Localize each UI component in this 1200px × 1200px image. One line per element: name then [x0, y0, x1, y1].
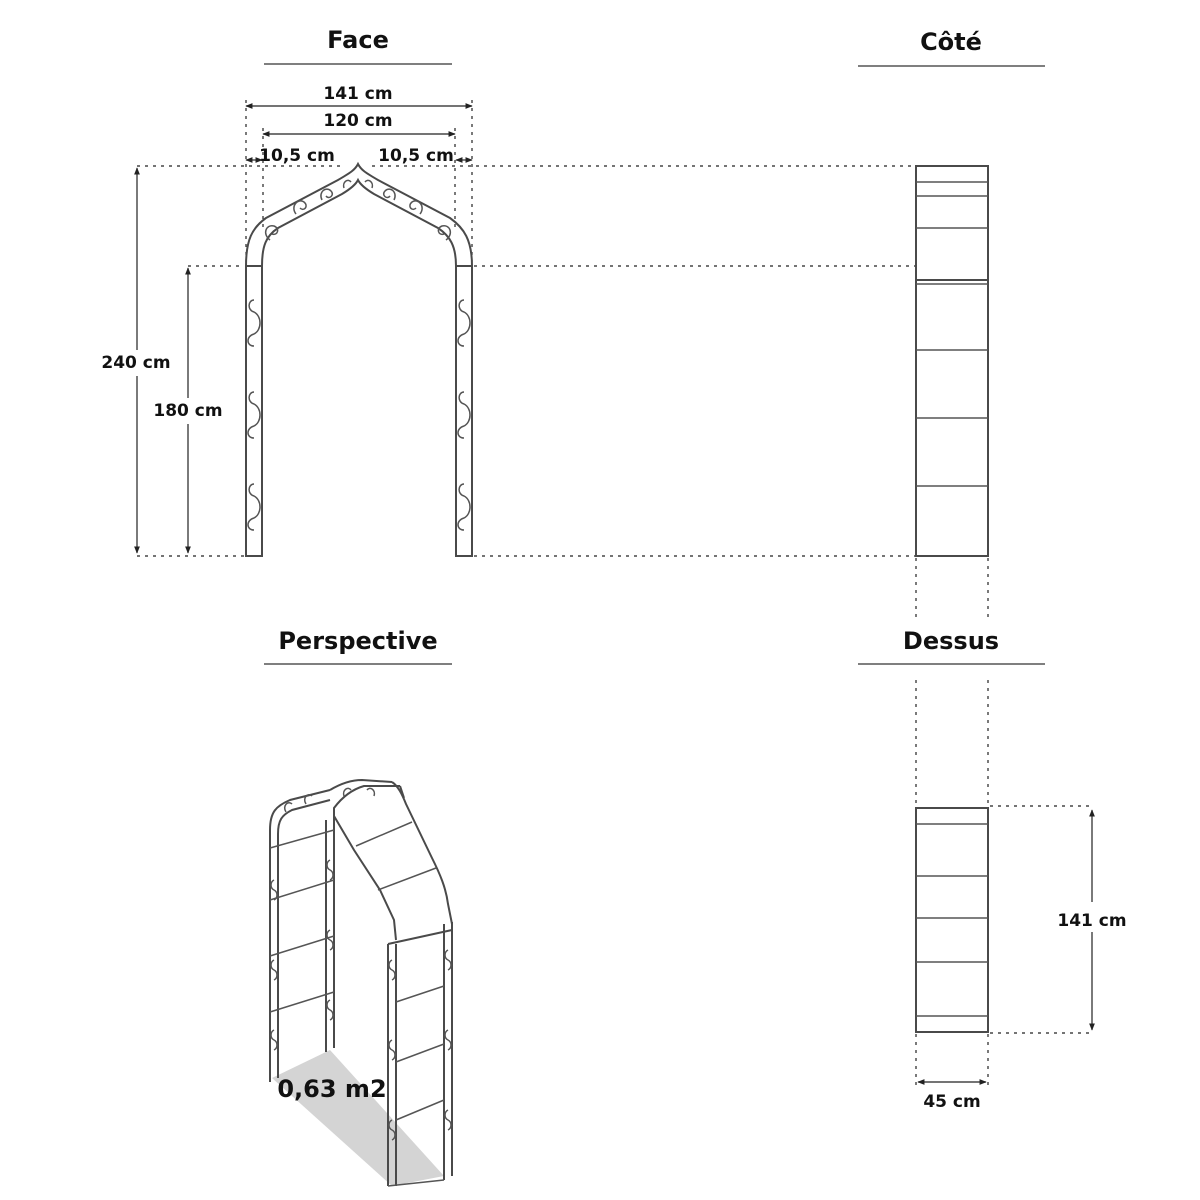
perspective-view-title: Perspective [278, 627, 438, 655]
top-view-heading [858, 627, 1045, 664]
left-top-slope-inner [334, 816, 396, 940]
side-rung-back [270, 880, 334, 900]
inner-width-label: 120 cm [323, 111, 393, 131]
side-rung-front [396, 986, 444, 1002]
right-post-width-label: 10,5 cm [378, 146, 454, 166]
depth-label: 141 cm [1057, 911, 1127, 931]
top-view-frame [916, 806, 1127, 1112]
left-post-width-label: 10,5 cm [259, 146, 335, 166]
front-top-bar [388, 930, 452, 944]
perspective-view-heading [264, 627, 452, 664]
passage-height-label: 180 cm [153, 401, 223, 421]
side-outline [916, 166, 988, 556]
front-view-title: Face [327, 26, 389, 54]
top-outline [916, 808, 988, 1032]
front-view-heading [264, 26, 452, 64]
arch-scrolls [266, 180, 451, 240]
total-height-label: 240 cm [101, 353, 171, 373]
post-scrolls [248, 300, 470, 530]
roof-rung [378, 868, 436, 890]
side-rung-back [270, 992, 334, 1012]
arch-outer [246, 164, 472, 266]
perspective-arch [270, 780, 452, 1186]
side-view-title: Côté [920, 28, 982, 56]
side-width-label: 45 cm [923, 1092, 981, 1112]
side-rung-front [396, 1100, 444, 1120]
arch-inner [262, 180, 456, 266]
side-rung-back [270, 830, 334, 848]
side-view-frame [916, 166, 988, 556]
front-height-dimensions [101, 168, 222, 553]
overall-width-label: 141 cm [323, 84, 393, 104]
roof-rung [356, 822, 412, 846]
footprint-area-label: 0,63 m2 [277, 1075, 387, 1103]
side-rung-back [270, 936, 334, 956]
side-rung-front [396, 1044, 444, 1062]
footprint-shadow [272, 1050, 444, 1186]
right-top-slope-outer [392, 782, 452, 924]
side-view-heading [858, 28, 1045, 66]
front-arch [246, 164, 472, 556]
top-view-title: Dessus [902, 627, 1000, 655]
front-width-dimensions [246, 84, 472, 262]
projection-lines [137, 166, 988, 808]
